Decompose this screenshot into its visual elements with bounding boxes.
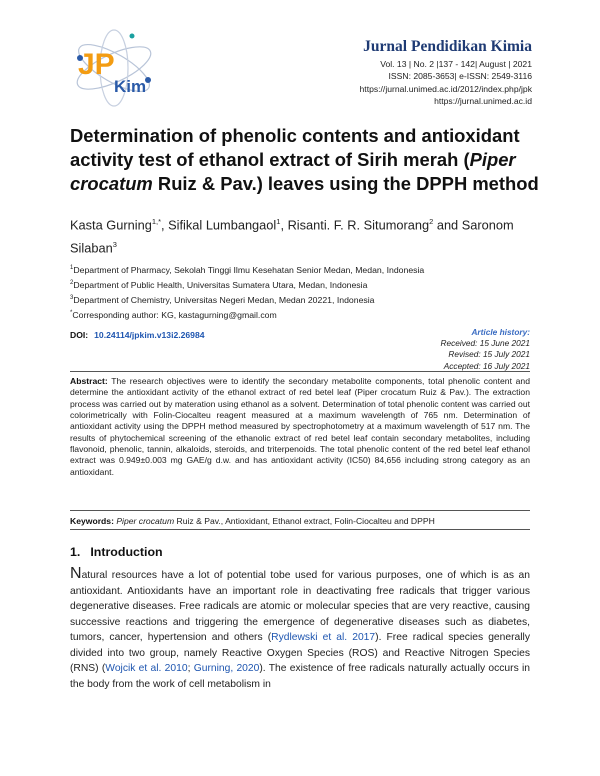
- article-title: [70, 124, 540, 196]
- doi-link[interactable]: 10.24114/jpkim.v13i2.26984: [94, 330, 205, 340]
- title-part-1: Determination of phenolic contents and antioxidant activity test of ethanol extract of Sirih merah (: [70, 125, 520, 170]
- affiliation-sup: 3: [70, 295, 74, 302]
- author-list: [70, 212, 540, 258]
- affiliation-item: [70, 277, 540, 292]
- article-history: [441, 327, 531, 372]
- keywords-label: Keywords:: [70, 516, 114, 526]
- journal-home-url[interactable]: https://jurnal.unimed.ac.id: [434, 95, 532, 106]
- author-affil-sup: 2: [429, 217, 434, 226]
- journal-meta: [360, 58, 532, 107]
- accepted-date: Accepted: 16 July 2021: [443, 360, 530, 371]
- paragraph-text: ;: [187, 663, 194, 675]
- title-part-2: Ruiz & Pav.) leaves using the DPPH method: [152, 173, 539, 194]
- paragraph-text: atural resources have a lot of potential tobe used for various purposes, one of which is as an antioxidant. Antioxidants have an important role in deactivating free radicals that trigger various degenerative diseases. Free radicals are atomic or molecular species that are very reactive, causing successive reactions and triggering the emergence of degenerative diseases such as diabetes, tumors, cancer, hypertension and others (: [70, 570, 530, 644]
- affiliation-text: Department of Chemistry, Universitas Negeri Medan, Medan 20221, Indonesia: [73, 295, 375, 306]
- abstract: [70, 376, 530, 478]
- journal-issn-line: ISSN: 2085-3653| e-ISSN: 2549-3116: [388, 71, 532, 82]
- revised-date: Revised: 15 July 2021: [448, 349, 530, 360]
- history-label: Article history:: [471, 327, 530, 337]
- citation-link[interactable]: Gurning, 2020: [193, 663, 260, 675]
- author-affil-sup: 1,*: [151, 217, 161, 226]
- affiliation-sup: 1: [70, 265, 74, 271]
- divider-top: [70, 371, 530, 372]
- divider-bottom: [70, 529, 530, 530]
- journal-name: Jurnal Pendidikan Kimia: [363, 38, 532, 55]
- author-name: Sifikal Lumbangaol: [168, 217, 277, 233]
- affiliation-text: Department of Public Health, Universitas Sumatera Utara, Medan, Indonesia: [73, 279, 368, 290]
- drop-cap: N: [70, 565, 82, 582]
- section-number: 1.: [70, 545, 81, 559]
- section-heading-text: Introduction: [90, 545, 163, 559]
- affiliation-list: [70, 262, 540, 322]
- paragraph-text: ). The existence of free radicals naturally actually occurs in the body from the work of cell metabolism in: [70, 663, 530, 690]
- journal-volume-line: Vol. 13 | No. 2 |137 - 142| August | 2021: [380, 59, 532, 69]
- journal-url-line[interactable]: https://jurnal.unimed.ac.id/2012/index.php/jpk: [359, 83, 532, 94]
- corresponding-author: [70, 307, 540, 322]
- paragraph-text: ). Free radical species generally divided into two group, namely Reactive Oxygen Species (ROS) and Reactive Nitrogen Species (RNS) (: [70, 632, 530, 675]
- affiliation-sup: 2: [70, 280, 74, 287]
- doi-line: [70, 330, 205, 340]
- author-name: Kasta Gurning: [70, 217, 152, 233]
- introduction-paragraph: [70, 566, 530, 692]
- citation-link[interactable]: Rydlewski et al. 2017: [271, 632, 376, 644]
- affiliation-item: [70, 262, 540, 277]
- author-affil-sup: 1: [276, 217, 281, 226]
- keywords-italic: Piper crocatum: [116, 516, 175, 526]
- abstract-label: Abstract:: [70, 376, 108, 386]
- keywords-text: Ruiz & Pav., Antioxidant, Ethanol extract, Folin-Ciocalteu and DPPH: [174, 516, 435, 526]
- affiliation-text: Department of Pharmacy, Sekolah Tinggi Ilmu Kesehatan Senior Medan, Medan, Indonesia: [73, 264, 425, 275]
- logo-letters-sub: Kim: [114, 77, 147, 96]
- journal-logo: [70, 28, 158, 108]
- divider-middle: [70, 510, 530, 511]
- affiliation-item: [70, 292, 540, 307]
- logo-letters-main: JP: [78, 48, 115, 81]
- doi-label: DOI:: [70, 330, 89, 340]
- keywords: [70, 516, 530, 526]
- author-name: Saronom Silaban: [70, 217, 514, 256]
- affiliation-sup: *: [70, 310, 73, 317]
- section-heading-introduction: [70, 545, 163, 559]
- author-separator: ,: [280, 217, 288, 233]
- title-italic: Piper crocatum: [70, 149, 516, 194]
- abstract-text: The research objectives were to identify the secondary metabolite components, total phenolic content and determine the antioxidant activity of the ethanol extract of red betel leaf (Piper crocatum Ruiz & Pav.). The extraction process was carried out by materation using ethanol as a solvent. Determination of total phenolic content was carried out colorimetrically with Folin-Ciocalteu reagent measured at a maximum wavelength of 765 nm. Determination of antioxidant activity using the DPPH method measured by spectrophotometry at a maximum wavelength of 517 nm. The results of phytochemical screening of the ethanolic extract of red betel leaf contain secondary metabolites, including flavonoid, phenolic, tannin, alkaloids, steroids, and triterpenoids. The total phenolic content of the red betel leaf ethanol extract was 0.949±0.003 mg GAE/g d.w. and has antioxidant activity (IC50) 84,656 including strong category as an antioxidant.: [70, 376, 530, 477]
- author-separator: and: [433, 217, 462, 233]
- received-date: Received: 15 June 2021: [440, 338, 530, 349]
- citation-link[interactable]: Wojcik et al. 2010: [105, 663, 188, 675]
- author-affil-sup: 3: [112, 239, 117, 249]
- author-name: Risanti. F. R. Situmorang: [287, 217, 430, 233]
- author-separator: ,: [161, 217, 169, 233]
- affiliation-text: Corresponding author: KG, kastagurning@gmail.com: [72, 310, 277, 321]
